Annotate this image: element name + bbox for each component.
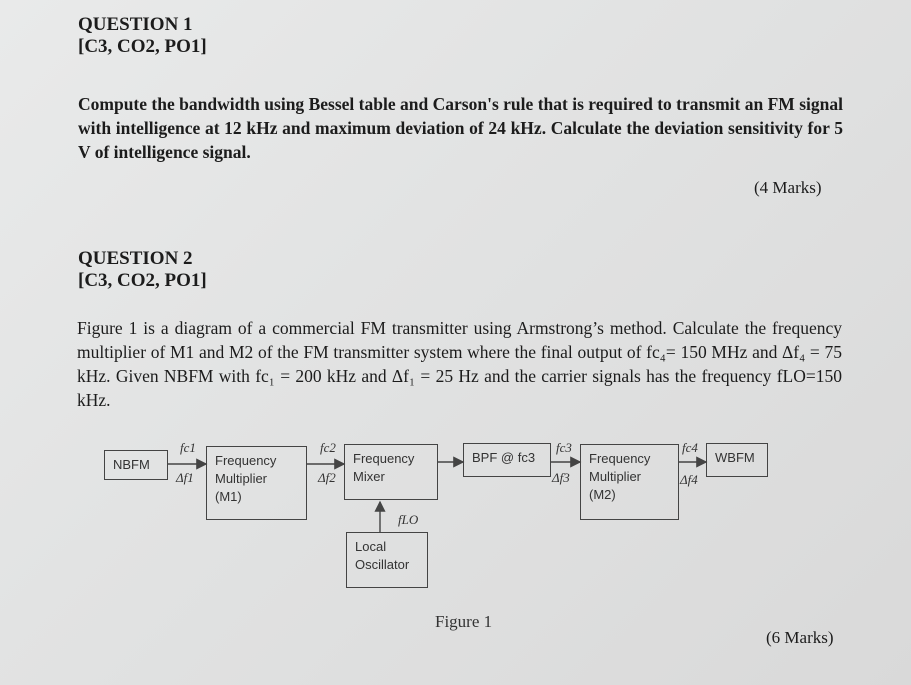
frequency-mixer-block (344, 444, 438, 500)
q1-title: QUESTION 1 (78, 14, 193, 35)
label-df3: Δf3 (552, 470, 570, 485)
q2-title: QUESTION 2 (78, 248, 193, 269)
q1-body: Compute the bandwidth using Bessel table and Carson's rule that is required to transmit an FM signal with intelligence at 12 kHz and maximum deviation of 24 kHz. Calculate the deviation sensitivity for 5 V of intelligence signal. (78, 94, 843, 162)
label-fc1: fc1 (180, 440, 196, 455)
m2-line-2: Multiplier (589, 469, 642, 484)
label-fc2: fc2 (320, 440, 336, 455)
q2-marks: (6 Marks) (766, 628, 834, 647)
local-oscillator-block (346, 532, 428, 588)
m2-line-1: Frequency (589, 451, 651, 466)
q2-code: [C3, CO2, PO1] (78, 270, 207, 291)
q1-marks: (4 Marks) (754, 178, 822, 197)
frequency-multiplier-m1-block (206, 446, 307, 520)
label-df2: Δf2 (318, 470, 336, 485)
figure-caption: Figure 1 (435, 612, 493, 631)
m1-line-3: (M1) (215, 489, 242, 504)
m2-line-3: (M2) (589, 487, 616, 502)
wbfm-label: WBFM (715, 450, 755, 465)
mixer-line-1: Frequency (353, 451, 415, 466)
m1-line-1: Frequency (215, 453, 277, 468)
mixer-line-2: Mixer (353, 469, 385, 484)
osc-line-1: Local (355, 539, 387, 554)
label-fc3: fc3 (556, 440, 572, 455)
wbfm-block (706, 443, 768, 477)
label-df4: Δf4 (680, 472, 698, 487)
frequency-multiplier-m2-block (580, 444, 679, 520)
label-df1: Δf1 (176, 470, 194, 485)
q2-body: Figure 1 is a diagram of a commercial FM transmitter using Armstrong’s method. Calculate the frequency multiplier of M1 and M2 of the FM transmitter system where the final output of fc₄= 150 MHz and Δf₄ = 75 kHz. Given NBFM with fc₁ = 200 kHz and Δf₁ = 25 Hz and the carrier signals has the frequency fLO=150 kHz. (77, 318, 842, 410)
label-flo: fLO (398, 512, 419, 527)
label-fc4: fc4 (682, 440, 698, 455)
bpf-block (463, 443, 551, 477)
osc-line-2: Oscillator (355, 557, 410, 572)
nbfm-label: NBFM (113, 457, 150, 472)
m1-line-2: Multiplier (215, 471, 268, 486)
q1-code: [C3, CO2, PO1] (78, 36, 207, 57)
bpf-label: BPF @ fc3 (472, 450, 536, 465)
nbfm-block (104, 450, 168, 480)
